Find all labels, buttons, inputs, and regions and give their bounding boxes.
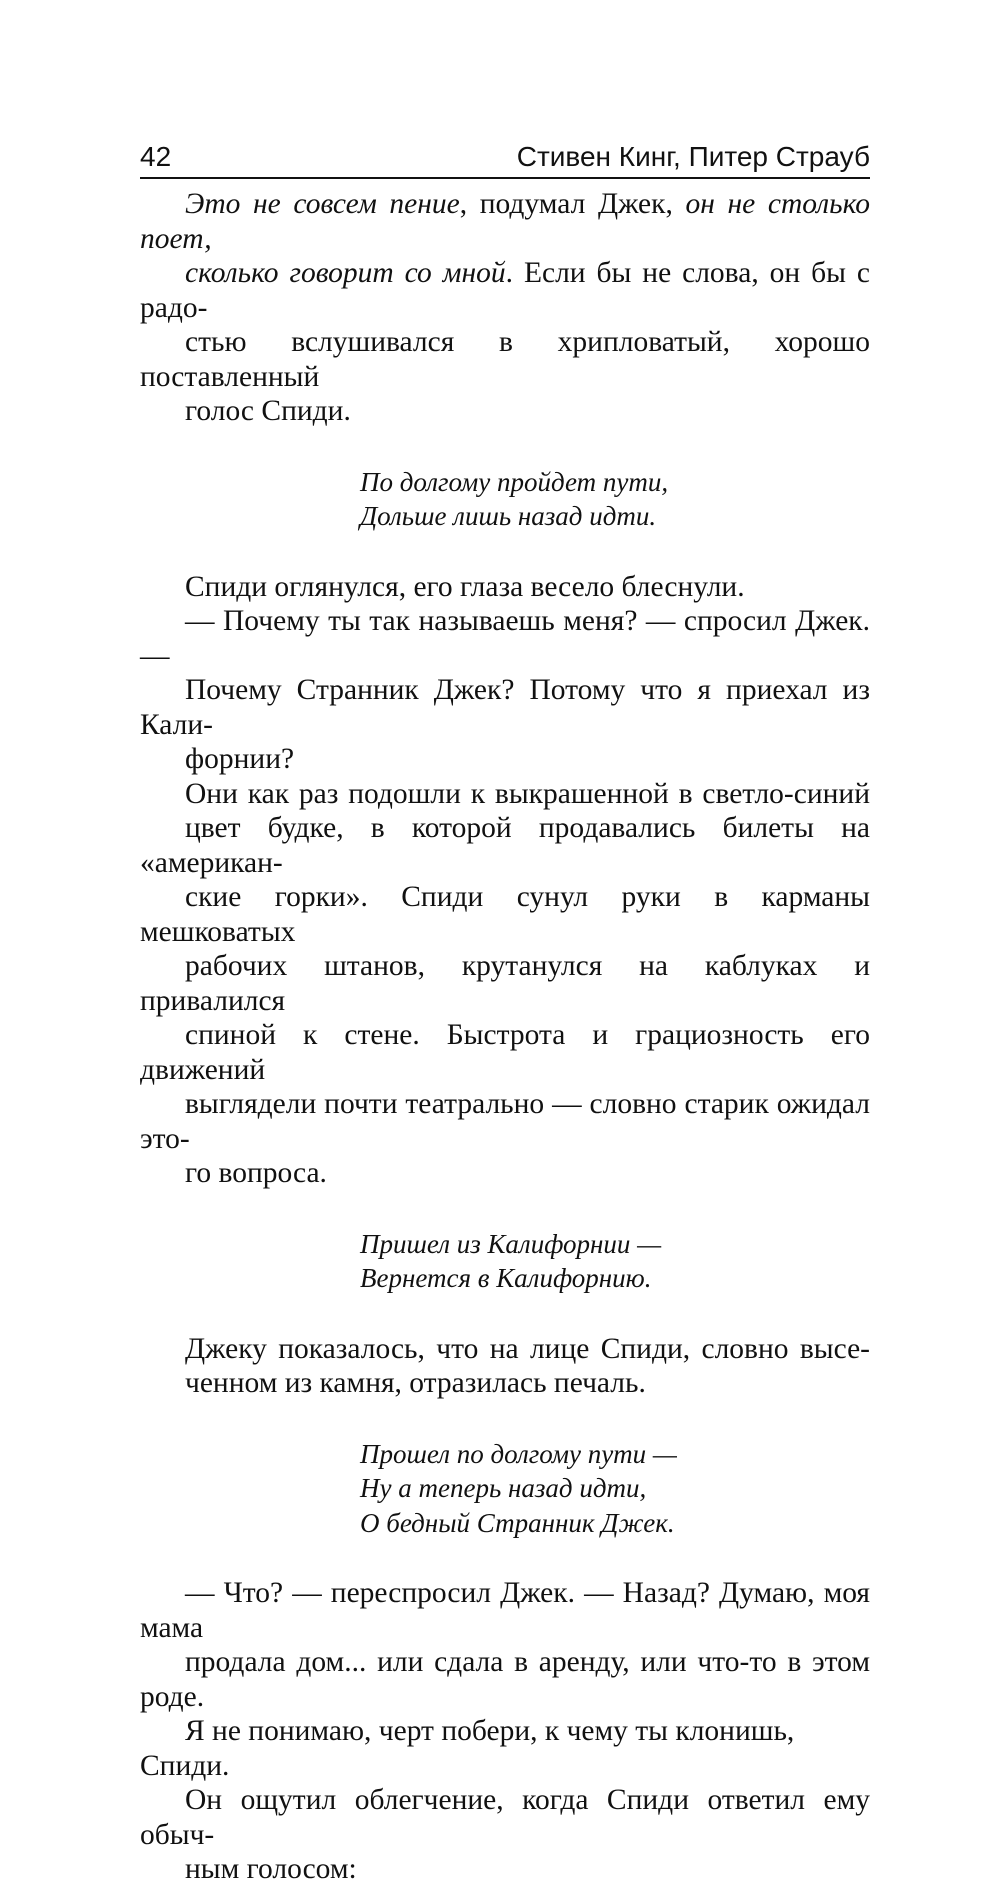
running-title: Стивен Кинг, Питер Страуб xyxy=(516,141,870,172)
paragraph-4-line-3: ские горки». Спиди сунул руки в карманы мешковатых xyxy=(140,881,870,948)
narration-2: . Если бы не слова, он бы с радо- xyxy=(140,257,870,324)
paragraph-1-line-2 xyxy=(140,256,870,325)
paragraph-4-line-5: спиной к стене. Быстрота и грациозность его движений xyxy=(140,1019,870,1086)
paragraph-4-line-1: Они как раз подошли к выкрашенной в светло-синий xyxy=(185,777,870,810)
paragraph-4-line-7: го вопроса. xyxy=(185,1157,327,1189)
paragraph-2 xyxy=(140,570,870,605)
paragraph-5-line-2: ченном из камня, отразилась печаль. xyxy=(185,1367,646,1399)
paragraph-3-line-1: — Почему ты так называешь меня? — спросил Джек. — xyxy=(140,605,870,672)
paragraph-4-line-2: цвет будке, в которой продавались билеты на «американ- xyxy=(140,812,870,879)
verse-3 xyxy=(360,1437,870,1541)
paragraph-3-line-3: форнии? xyxy=(185,743,295,775)
paragraph-6-line-2: продала дом... или сдала в аренду, или что-то в этом роде. xyxy=(140,1646,870,1713)
paragraph-4 xyxy=(140,777,870,1191)
italic-thought-3: сколько говорит со мной xyxy=(185,257,506,289)
paragraph-4-line-6: выглядели почти театрально — словно старик ожидал это- xyxy=(140,1088,870,1155)
verse-2 xyxy=(360,1227,870,1296)
paragraph-1-line-3: стью вслушивался в хрипловатый, хорошо поставленный xyxy=(140,326,870,393)
paragraph-7-line-2: ным голосом: xyxy=(185,1853,357,1885)
paragraph-2-line-1: Спиди оглянулся, его глаза весело блеснули. xyxy=(185,570,745,603)
paragraph-6 xyxy=(140,1576,870,1783)
verse-line: Ну а теперь назад идти, xyxy=(360,1473,647,1503)
page-number: 42 xyxy=(140,141,172,172)
paragraph-1-line-1 xyxy=(140,187,870,256)
paragraph-3-line-2: Почему Странник Джек? Потому что я приехал из Кали- xyxy=(140,674,870,741)
narration-1: , подумал Джек, xyxy=(459,188,686,220)
paragraph-5-line-1: Джеку показалось, что на лице Спиди, словно высе- xyxy=(185,1332,870,1365)
paragraph-6-line-3: Я не понимаю, черт побери, к чему ты клонишь, Спиди. xyxy=(140,1715,795,1782)
paragraph-6-line-1: — Что? — переспросил Джек. — Назад? Думаю, моя мама xyxy=(140,1577,870,1644)
page-body xyxy=(140,187,870,1887)
verse-line: Дольше лишь назад идти. xyxy=(360,501,657,531)
verse-line: О бедный Странник Джек. xyxy=(360,1507,675,1538)
italic-thought-1: Это не совсем пение xyxy=(185,188,460,220)
paragraph-5 xyxy=(140,1332,870,1401)
paragraph-7 xyxy=(140,1783,870,1887)
paragraph-1-line-4: голос Спиди. xyxy=(185,395,351,427)
paragraph-1 xyxy=(140,187,870,429)
verse-1 xyxy=(360,465,870,534)
paragraph-7-line-1: Он ощутил облегчение, когда Спиди ответил ему обыч- xyxy=(140,1784,870,1851)
book-page xyxy=(140,140,870,1887)
paragraph-3 xyxy=(140,604,870,777)
running-header xyxy=(140,140,870,179)
paragraph-4-line-4: рабочих штанов, крутанулся на каблуках и привалился xyxy=(140,950,870,1017)
verse-line: Прошел по долгому пути — xyxy=(360,1438,677,1469)
italic-thought-2: он не столько поет, xyxy=(140,188,870,255)
verse-line: Пришел из Калифорнии — xyxy=(360,1228,662,1259)
verse-line: Вернется в Калифорнию. xyxy=(360,1263,652,1293)
verse-line: По долгому пройдет пути, xyxy=(360,466,669,497)
